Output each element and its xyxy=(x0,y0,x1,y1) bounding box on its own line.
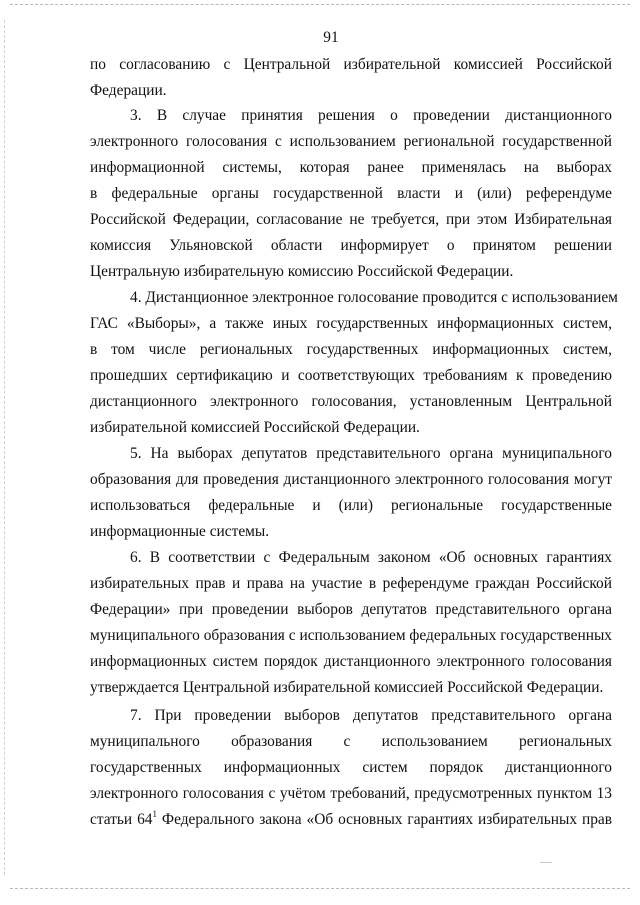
text-line: муниципального образования с использованием федеральных государственных xyxy=(90,627,612,644)
text-line: утверждается Центральной избирательной комиссией Российской Федерации. xyxy=(90,679,604,696)
text-line: комиссия Ульяновской области информирует о принятом решении xyxy=(90,237,612,254)
text-line: 4. Дистанционное электронное голосование проводится с использованием xyxy=(130,289,618,306)
text-line: Центральную избирательную комиссию Российской Федерации. xyxy=(90,263,514,280)
text-line: 7. При проведении выборов депутатов представительного органа xyxy=(130,707,612,724)
text-line: информационные системы. xyxy=(90,523,270,540)
text-line: избирательной комиссией Российской Федерации. xyxy=(90,419,420,436)
text-line: Федерации» при проведении выборов депутатов представительного органа xyxy=(90,601,612,618)
scan-edge-bottom xyxy=(10,888,630,889)
text-line: 6. В соответствии с Федеральным законом «Об основных гарантиях xyxy=(130,549,612,566)
text-line xyxy=(90,810,612,830)
text-line: дистанционного электронного голосования, установленным Центральной xyxy=(90,393,612,410)
text-line: государственных информационных систем порядок дистанционного xyxy=(90,759,612,776)
text-fragment: Федерального закона «Об основных гарантиях избирательных прав xyxy=(156,811,612,828)
text-line: избирательных прав и права на участие в референдуме граждан Российской xyxy=(90,575,612,592)
text-line: 5. На выборах депутатов представительного органа муниципального xyxy=(130,445,612,462)
text-line: в федеральные органы государственной власти и (или) референдуме xyxy=(90,185,612,202)
text-line: 3. В случае принятия решения о проведении дистанционного xyxy=(130,107,612,124)
text-line: в том числе региональных государственных информационных систем, xyxy=(90,341,612,358)
page-number: 91 xyxy=(323,29,339,46)
superscript: 1 xyxy=(152,809,157,819)
text-line: электронного голосования с учётом требований, предусмотренных пунктом 13 xyxy=(90,785,612,802)
text-line: муниципального образования с использованием региональных xyxy=(90,733,612,750)
scan-edge-left xyxy=(4,20,5,875)
text-line: использоваться федеральные и (или) региональные государственные xyxy=(90,497,612,514)
text-line: образования для проведения дистанционного электронного голосования могут xyxy=(90,471,612,488)
scan-edge-top xyxy=(10,4,630,5)
text-line: информационной системы, которая ранее применялась на выборах xyxy=(90,159,612,176)
scan-speck xyxy=(540,862,552,863)
text-line: ГАС «Выборы», а также иных государственных информационных систем, xyxy=(90,315,612,332)
text-line: Федерации. xyxy=(90,82,167,99)
text-line: информационных систем порядок дистанционного электронного голосования xyxy=(90,653,612,670)
text-line: прошедших сертификацию и соответствующих требованиям к проведению xyxy=(90,367,612,384)
text-line: Российской Федерации, согласование не требуется, при этом Избирательная xyxy=(90,211,612,228)
text-line: электронного голосования с использованием региональной государственной xyxy=(90,133,612,150)
text-fragment: статьи 64 xyxy=(90,811,153,828)
text-line: по согласованию с Центральной избирательной комиссией Российской xyxy=(90,56,612,73)
